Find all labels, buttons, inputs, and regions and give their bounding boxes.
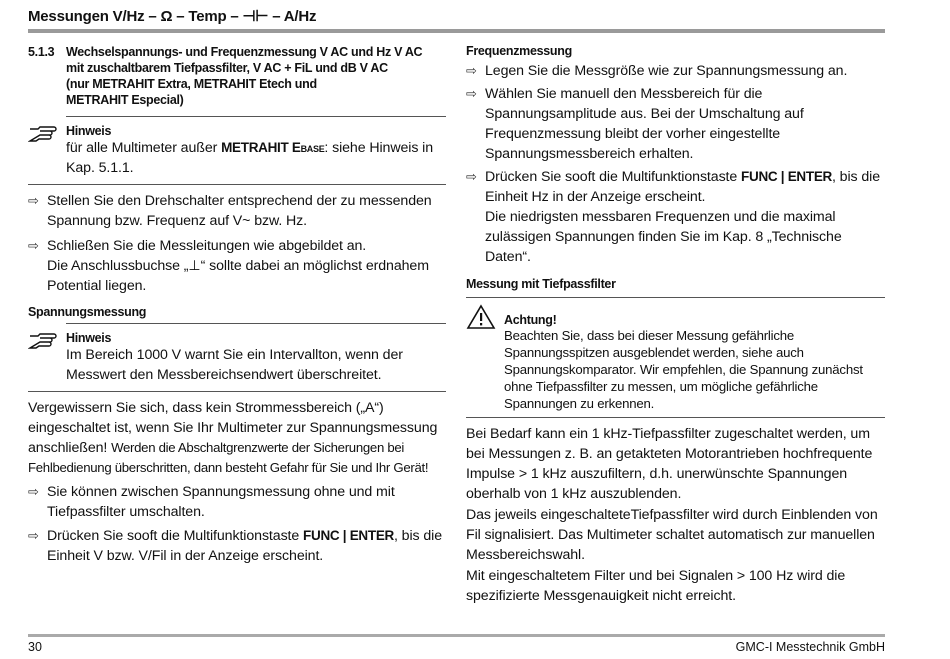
divider — [466, 297, 885, 298]
list-item: ⇨ Drücken Sie sooft die Multifunktionstaste FUNC | ENTER, bis die Einheit Hz in der Anzeige erscheint. Die niedrigsten messbaren Frequenzen und die maximal zulässigen Spannungen finden Sie im Kap. 8 „Technische Daten“. — [466, 169, 880, 265]
page-number: 30 — [28, 640, 42, 654]
list-item: ⇨ Legen Sie die Messgröße wie zur Spannungsmessung an. — [466, 63, 848, 79]
list-item: ⇨ Sie können zwischen Spannungsmessung ohne und mit Tiefpassfilter umschalten. — [28, 484, 395, 520]
list-item: ⇨ Drücken Sie sooft die Multifunktionstaste FUNC | ENTER, bis die Einheit V bzw. V/Fil in der Anzeige erscheint. — [28, 528, 442, 564]
bullet-list-1 — [28, 191, 446, 296]
paragraph-filter-2: Das jeweils eingeschalteteTiefpassfilter wird durch Einblenden von Fil signalisiert. Das Multimeter schaltet automatisch zur manuellen Messbereichswahl. — [466, 507, 878, 563]
page-header-title: Messungen V/Hz – Ω – Temp – ⊣⊢ – A/Hz — [28, 8, 317, 25]
subhead-tiefpassfilter: Messung mit Tiefpassfilter — [466, 277, 616, 291]
pointing-hand-icon — [28, 124, 66, 178]
list-item: ⇨ Stellen Sie den Drehschalter entsprechend der zu messenden Spannung bzw. Frequenz auf V~ bzw. Hz. — [28, 193, 432, 229]
divider — [28, 391, 446, 392]
arrow-icon: ⇨ — [466, 169, 477, 184]
warning-triangle-icon — [466, 304, 504, 412]
arrow-icon: ⇨ — [28, 238, 39, 253]
note-hinweis-2: Hinweis Im Bereich 1000 V warnt Sie ein Intervallton, wenn der Messwert den Messbereichsendwert überschreitet. — [28, 331, 446, 385]
company-name: GMC-I Messtechnik GmbH — [735, 640, 885, 654]
left-column — [28, 44, 446, 566]
subhead-frequenzmessung: Frequenzmessung — [466, 44, 572, 58]
subhead-spannungsmessung: Spannungsmessung — [28, 305, 147, 319]
right-column — [466, 44, 885, 606]
list-item: ⇨ Wählen Sie manuell den Messbereich für die Spannungsamplitude aus. Bei der Umschaltung auf Frequenzmessung bleibt der vorher eingestellte Spannungsmessbereich erhalten. — [466, 86, 804, 162]
arrow-icon: ⇨ — [28, 193, 39, 208]
divider — [466, 417, 885, 418]
warning-box: Achtung! Beachten Sie, dass bei dieser Messung gefährliche Spannungsspitzen ausgeblendet werden, siehe auch Spannungskomparator. Wir empfehlen, die Spannung zunächst ohne Tiefpassfilter zu messen, um mögliche gefährliche Spannungen zu erkennen. — [466, 304, 885, 412]
pointing-hand-icon — [28, 331, 66, 385]
arrow-icon: ⇨ — [28, 528, 39, 543]
section-title: Wechselspannungs- und Frequenzmessung V AC und Hz V AC mit zuschaltbarem Tiefpassfilter, V AC + FiL und dB V AC (nur METRAHIT Extra, METRAHIT Etech und METRAHIT Especial) — [66, 45, 423, 107]
bullet-list-3 — [466, 61, 885, 267]
arrow-icon: ⇨ — [466, 86, 477, 101]
paragraph-filter-3: Mit eingeschaltetem Filter und bei Signalen > 100 Hz wird die spezifizierte Messgenauigkeit nicht erreicht. — [466, 568, 846, 604]
section-heading — [28, 44, 446, 108]
divider — [66, 323, 446, 324]
paragraph-filter-1: Bei Bedarf kann ein 1 kHz-Tiefpassfilter zugeschaltet werden, um bei Messungen z. B. an getakteten Motorantrieben hochfrequente Impulse > 1 kHz auszufiltern, d.h. unerwünschte Spannungen oberhalb von 1 kHz auszublenden. — [466, 426, 873, 502]
note-hinweis-1: Hinweis für alle Multimeter außer METRAHIT Ebase: siehe Hinweis in Kap. 5.1.1. — [28, 124, 446, 178]
page-footer — [28, 640, 885, 654]
paragraph-warning: Vergewissern Sie sich, dass kein Strommessbereich („A“) eingeschaltet ist, wenn Sie Ihr Multimeter zur Spannungsmessung anschließen! Werden die Abschaltgrenzwerte der Sicherungen bei Fehlbedienung überschritten, dann besteht Gefahr für Sie und Ihr Gerät! — [28, 400, 438, 475]
divider — [28, 184, 446, 185]
divider — [66, 116, 446, 117]
bullet-list-2 — [28, 482, 446, 566]
header-rule — [28, 29, 885, 33]
footer-rule — [28, 634, 885, 637]
list-item: ⇨ Schließen Sie die Messleitungen wie abgebildet an. Die Anschlussbuchse „⊥“ sollte dabei an möglichst erdnahem Potential liegen. — [28, 238, 429, 294]
arrow-icon: ⇨ — [466, 63, 477, 78]
arrow-icon: ⇨ — [28, 484, 39, 499]
section-number: 5.1.3 — [28, 45, 55, 59]
